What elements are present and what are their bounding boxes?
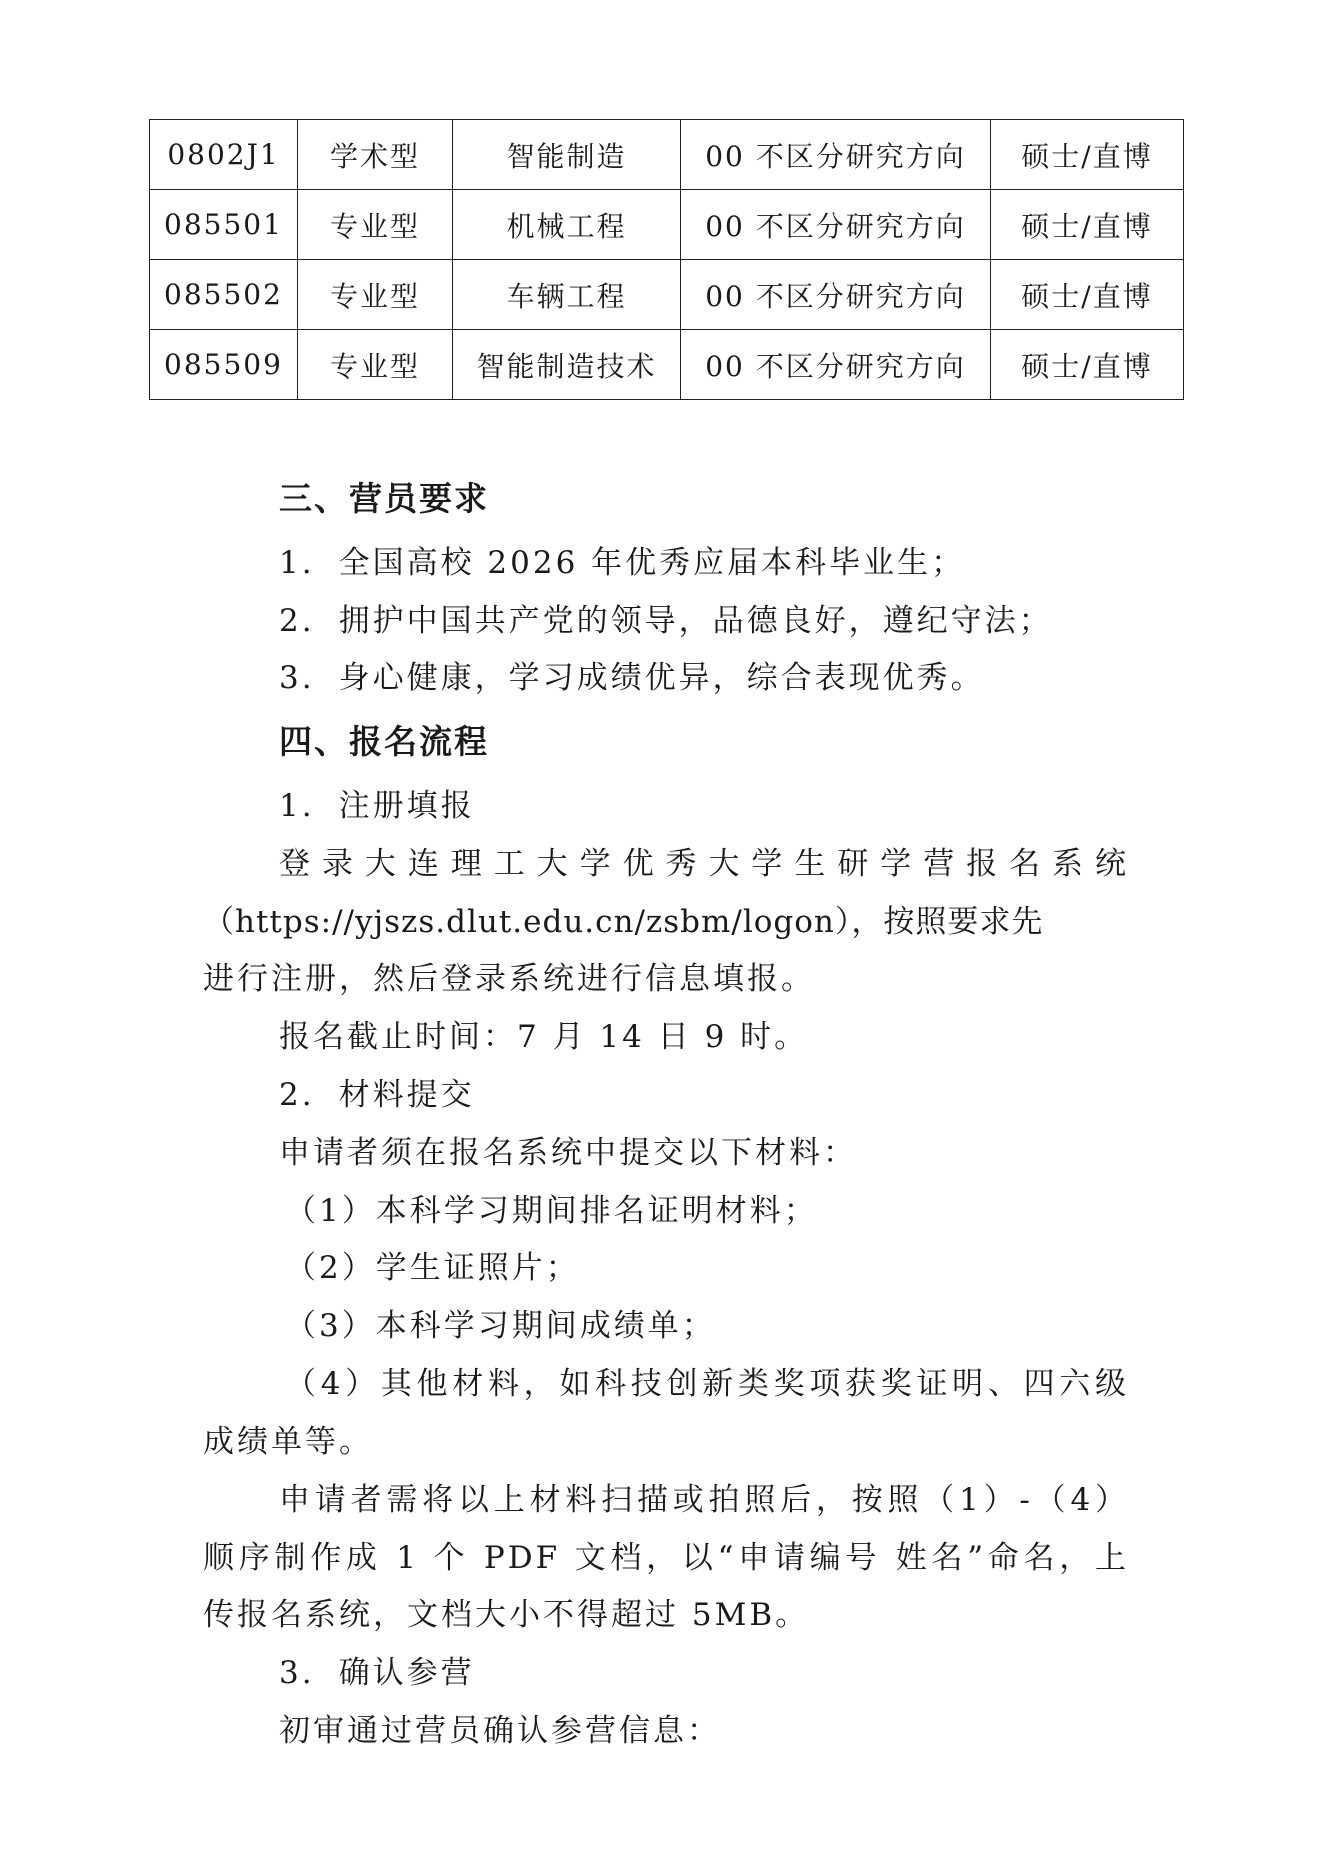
table-row bbox=[150, 260, 1184, 330]
cell-level: 硕士/直博 bbox=[991, 330, 1184, 400]
cell-code: 085501 bbox=[150, 190, 298, 260]
item-text: 身心健康，学习成绩优异，综合表现优秀。 bbox=[338, 660, 985, 696]
step-number: 2. bbox=[279, 1077, 315, 1113]
material-item: （1）本科学习期间排名证明材料； bbox=[285, 1193, 818, 1229]
paragraph-line: 顺序制作成 1 个 PDF 文档，以“申请编号 姓名”命名，上 bbox=[203, 1540, 1129, 1576]
step-title bbox=[279, 1069, 475, 1114]
cell-direction: 00 不区分研究方向 bbox=[681, 260, 991, 330]
cell-direction: 00 不区分研究方向 bbox=[681, 330, 991, 400]
cell-major: 机械工程 bbox=[453, 190, 681, 260]
deadline-text: 报名截止时间：7 月 14 日 9 时。 bbox=[279, 1019, 809, 1055]
cell-code: 085502 bbox=[150, 260, 298, 330]
material-item: （3）本科学习期间成绩单； bbox=[285, 1308, 716, 1344]
cell-type: 专业型 bbox=[298, 190, 453, 260]
step-title bbox=[279, 1647, 475, 1692]
item-number: 2. bbox=[279, 603, 315, 639]
paragraph-line: 成绩单等。 bbox=[203, 1424, 373, 1460]
item-text: 拥护中国共产党的领导，品德良好，遵纪守法； bbox=[338, 603, 1053, 639]
material-item: （4）其他材料，如科技创新类奖项获奖证明、四六级 bbox=[285, 1366, 1129, 1402]
cell-level: 硕士/直博 bbox=[991, 190, 1184, 260]
cell-level: 硕士/直博 bbox=[991, 120, 1184, 190]
step-title-text: 材料提交 bbox=[338, 1077, 475, 1113]
cell-major: 车辆工程 bbox=[453, 260, 681, 330]
requirement-item bbox=[279, 537, 965, 582]
system-url-line: （https://yjszs.dlut.edu.cn/zsbm/logon），按照要求先 bbox=[203, 904, 1044, 940]
cell-major: 智能制造技术 bbox=[453, 330, 681, 400]
item-text: 全国高校 2026 年优秀应届本科毕业生； bbox=[338, 545, 966, 581]
cell-type: 学术型 bbox=[298, 120, 453, 190]
item-number: 3. bbox=[279, 660, 315, 696]
section-heading-process: 四、报名流程 bbox=[279, 722, 489, 761]
cell-direction: 00 不区分研究方向 bbox=[681, 120, 991, 190]
paragraph-line: 传报名系统，文档大小不得超过 5MB。 bbox=[203, 1597, 810, 1633]
cell-major: 智能制造 bbox=[453, 120, 681, 190]
section-heading-requirements: 三、营员要求 bbox=[279, 479, 489, 518]
cell-code: 0802J1 bbox=[150, 120, 298, 190]
item-number: 1. bbox=[279, 545, 315, 581]
majors-table bbox=[149, 119, 1184, 400]
paragraph-line: 初审通过营员确认参营信息： bbox=[279, 1713, 721, 1749]
cell-code: 085509 bbox=[150, 330, 298, 400]
requirement-item bbox=[279, 652, 985, 697]
material-item: （2）学生证照片； bbox=[285, 1250, 580, 1286]
table-row bbox=[150, 120, 1184, 190]
step-title bbox=[279, 780, 475, 825]
cell-type: 专业型 bbox=[298, 260, 453, 330]
cell-type: 专业型 bbox=[298, 330, 453, 400]
step-title-text: 确认参营 bbox=[338, 1655, 475, 1691]
table-row bbox=[150, 330, 1184, 400]
paragraph-line: 进行注册，然后登录系统进行信息填报。 bbox=[203, 961, 815, 997]
step-number: 1. bbox=[279, 788, 315, 824]
paragraph-line: 登录大连理工大学优秀大学生研学营报名系统 bbox=[279, 846, 1129, 882]
cell-level: 硕士/直博 bbox=[991, 260, 1184, 330]
step-number: 3. bbox=[279, 1655, 315, 1691]
cell-direction: 00 不区分研究方向 bbox=[681, 190, 991, 260]
paragraph-line: 申请者需将以上材料扫描或拍照后，按照（1）-（4） bbox=[279, 1482, 1129, 1518]
table-row bbox=[150, 190, 1184, 260]
paragraph-line: 申请者须在报名系统中提交以下材料： bbox=[279, 1135, 857, 1171]
step-title-text: 注册填报 bbox=[338, 788, 475, 824]
requirement-item bbox=[279, 595, 1053, 640]
